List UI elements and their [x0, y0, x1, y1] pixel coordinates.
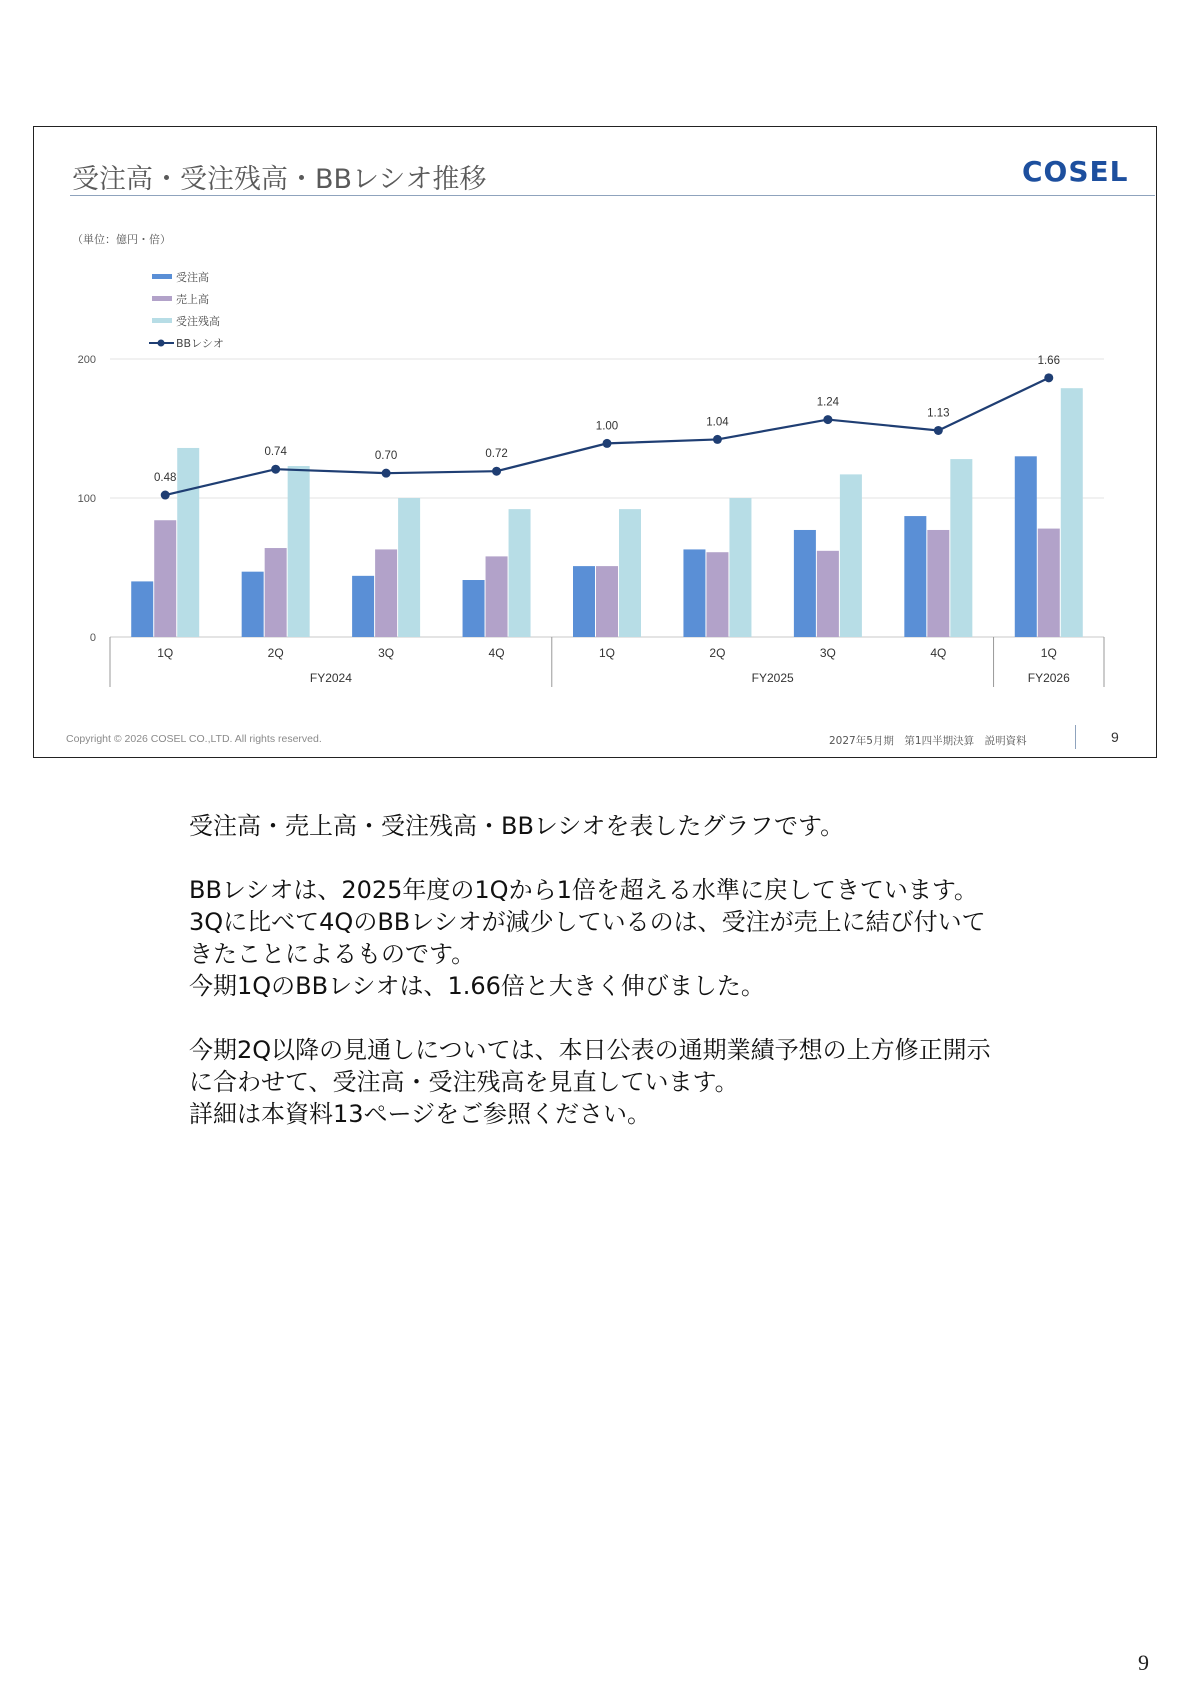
y-tick-label: 0 — [89, 632, 96, 644]
x-tick-label: 1Q — [1040, 646, 1057, 660]
footer-copyright: Copyright © 2026 COSEL CO.,LTD. All rights reserved. — [66, 733, 322, 745]
x-tick-label: 1Q — [598, 646, 616, 660]
bar-売上高 — [486, 556, 508, 637]
slide — [33, 126, 1157, 758]
bar-売上高 — [375, 549, 397, 637]
bar-受注残高 — [1061, 388, 1083, 637]
bar-受注高 — [242, 572, 264, 637]
x-tick-label: 1Q — [157, 646, 174, 660]
legend-swatch — [152, 318, 172, 323]
bar-受注高 — [131, 581, 153, 637]
bar-売上高 — [265, 548, 287, 637]
bar-売上高 — [927, 530, 949, 637]
bb-ratio-point — [271, 465, 280, 474]
x-tick-label: 4Q — [488, 646, 505, 660]
bar-売上高 — [706, 552, 728, 637]
legend-label: 売上高 — [176, 293, 209, 306]
legend-swatch — [152, 296, 172, 301]
x-tick-label: 4Q — [930, 646, 947, 660]
footer-document-title: 2027年5月期 第1四半期決算 説明資料 — [829, 735, 1027, 747]
legend-label: BBレシオ — [176, 337, 224, 350]
bb-ratio-point — [603, 439, 612, 448]
bb-ratio-point — [382, 469, 391, 478]
bb-ratio-label: 1.04 — [706, 416, 729, 429]
bar-受注残高 — [288, 466, 310, 637]
y-axis — [78, 354, 96, 644]
y-tick-label: 200 — [77, 354, 96, 366]
unit-label: （単位：億円・倍） — [72, 233, 171, 246]
legend-swatch — [152, 274, 172, 279]
bb-ratio-label: 1.13 — [927, 407, 950, 420]
x-tick-label: 3Q — [378, 646, 395, 660]
bb-ratio-point — [934, 426, 943, 435]
bar-受注高 — [463, 580, 485, 637]
bb-ratio-point — [823, 415, 832, 424]
x-tick-label: 3Q — [819, 646, 836, 660]
bar-受注残高 — [729, 498, 751, 637]
legend-marker — [158, 340, 165, 347]
x-group-label: FY2024 — [309, 671, 352, 685]
x-group-label: FY2026 — [1027, 671, 1070, 685]
bb-ratio-label: 1.66 — [1037, 354, 1060, 367]
bb-ratio-label: 1.00 — [595, 420, 619, 433]
bar-受注高 — [794, 530, 816, 637]
bb-ratio-label: 0.70 — [374, 450, 398, 463]
legend — [149, 270, 224, 350]
bb-ratio-point — [161, 491, 170, 500]
bar-受注残高 — [619, 509, 641, 637]
bb-ratio-label: 0.74 — [264, 446, 287, 459]
bar-売上高 — [817, 551, 839, 637]
slide-title: 受注高・受注残高・BBレシオ推移 — [72, 164, 487, 195]
notes-paragraph-1: 受注高・売上高・受注残高・BBレシオを表したグラフです。 — [189, 812, 845, 840]
notes-paragraph-3a: 今期2Q以降の見通しについては、本日公表の通期業績予想の上方修正開示に合わせて、受注高・受注残高を見直しています。 — [189, 1036, 991, 1096]
notes-paragraph-2c: 今期1QのBBレシオは、1.66倍と大きく伸びました。 — [189, 972, 765, 1000]
bb-ratio-label: 0.72 — [485, 448, 508, 461]
bar-売上高 — [596, 566, 618, 637]
bb-ratio-point — [1044, 373, 1053, 382]
footer-page-number: 9 — [1111, 729, 1119, 745]
speaker-notes — [189, 810, 1009, 1130]
x-tick-label: 2Q — [267, 646, 284, 660]
bar-受注高 — [1015, 456, 1037, 637]
y-tick-label: 100 — [77, 493, 96, 505]
bar-受注残高 — [398, 498, 420, 637]
notes-paragraph-2a: BBレシオは、2025年度の1Qから1倍を超える水準に戻してきています。 — [189, 876, 978, 904]
bar-受注残高 — [177, 448, 199, 637]
legend-label: 受注残高 — [176, 315, 220, 328]
bar-売上高 — [1038, 529, 1060, 637]
bar-売上高 — [154, 520, 176, 637]
bar-受注高 — [683, 549, 705, 637]
x-axis — [110, 637, 1104, 687]
notes-paragraph-3b: 詳細は本資料13ページをご参照ください。 — [189, 1100, 652, 1128]
x-group-label: FY2025 — [751, 671, 794, 685]
bb-ratio-label: 1.24 — [816, 396, 840, 409]
bb-ratio-label: 0.48 — [154, 472, 177, 485]
bar-受注高 — [573, 566, 595, 637]
page-number: 9 — [1138, 1650, 1149, 1675]
cosel-logo: COSEL — [1022, 155, 1129, 188]
notes-paragraph-2b: 3Qに比べて4QのBBレシオが減少しているのは、受注が売上に結び付いてきたことによるものです。 — [189, 908, 986, 968]
bb-ratio-point — [492, 467, 501, 476]
bar-受注残高 — [950, 459, 972, 637]
chart — [34, 127, 1158, 727]
bar-受注残高 — [840, 474, 862, 637]
bar-受注高 — [904, 516, 926, 637]
bar-受注残高 — [509, 509, 531, 637]
x-tick-label: 2Q — [709, 646, 726, 660]
bb-ratio-point — [713, 435, 722, 444]
legend-label: 受注高 — [176, 271, 209, 284]
footer-divider — [1075, 725, 1076, 749]
bar-受注高 — [352, 576, 374, 637]
